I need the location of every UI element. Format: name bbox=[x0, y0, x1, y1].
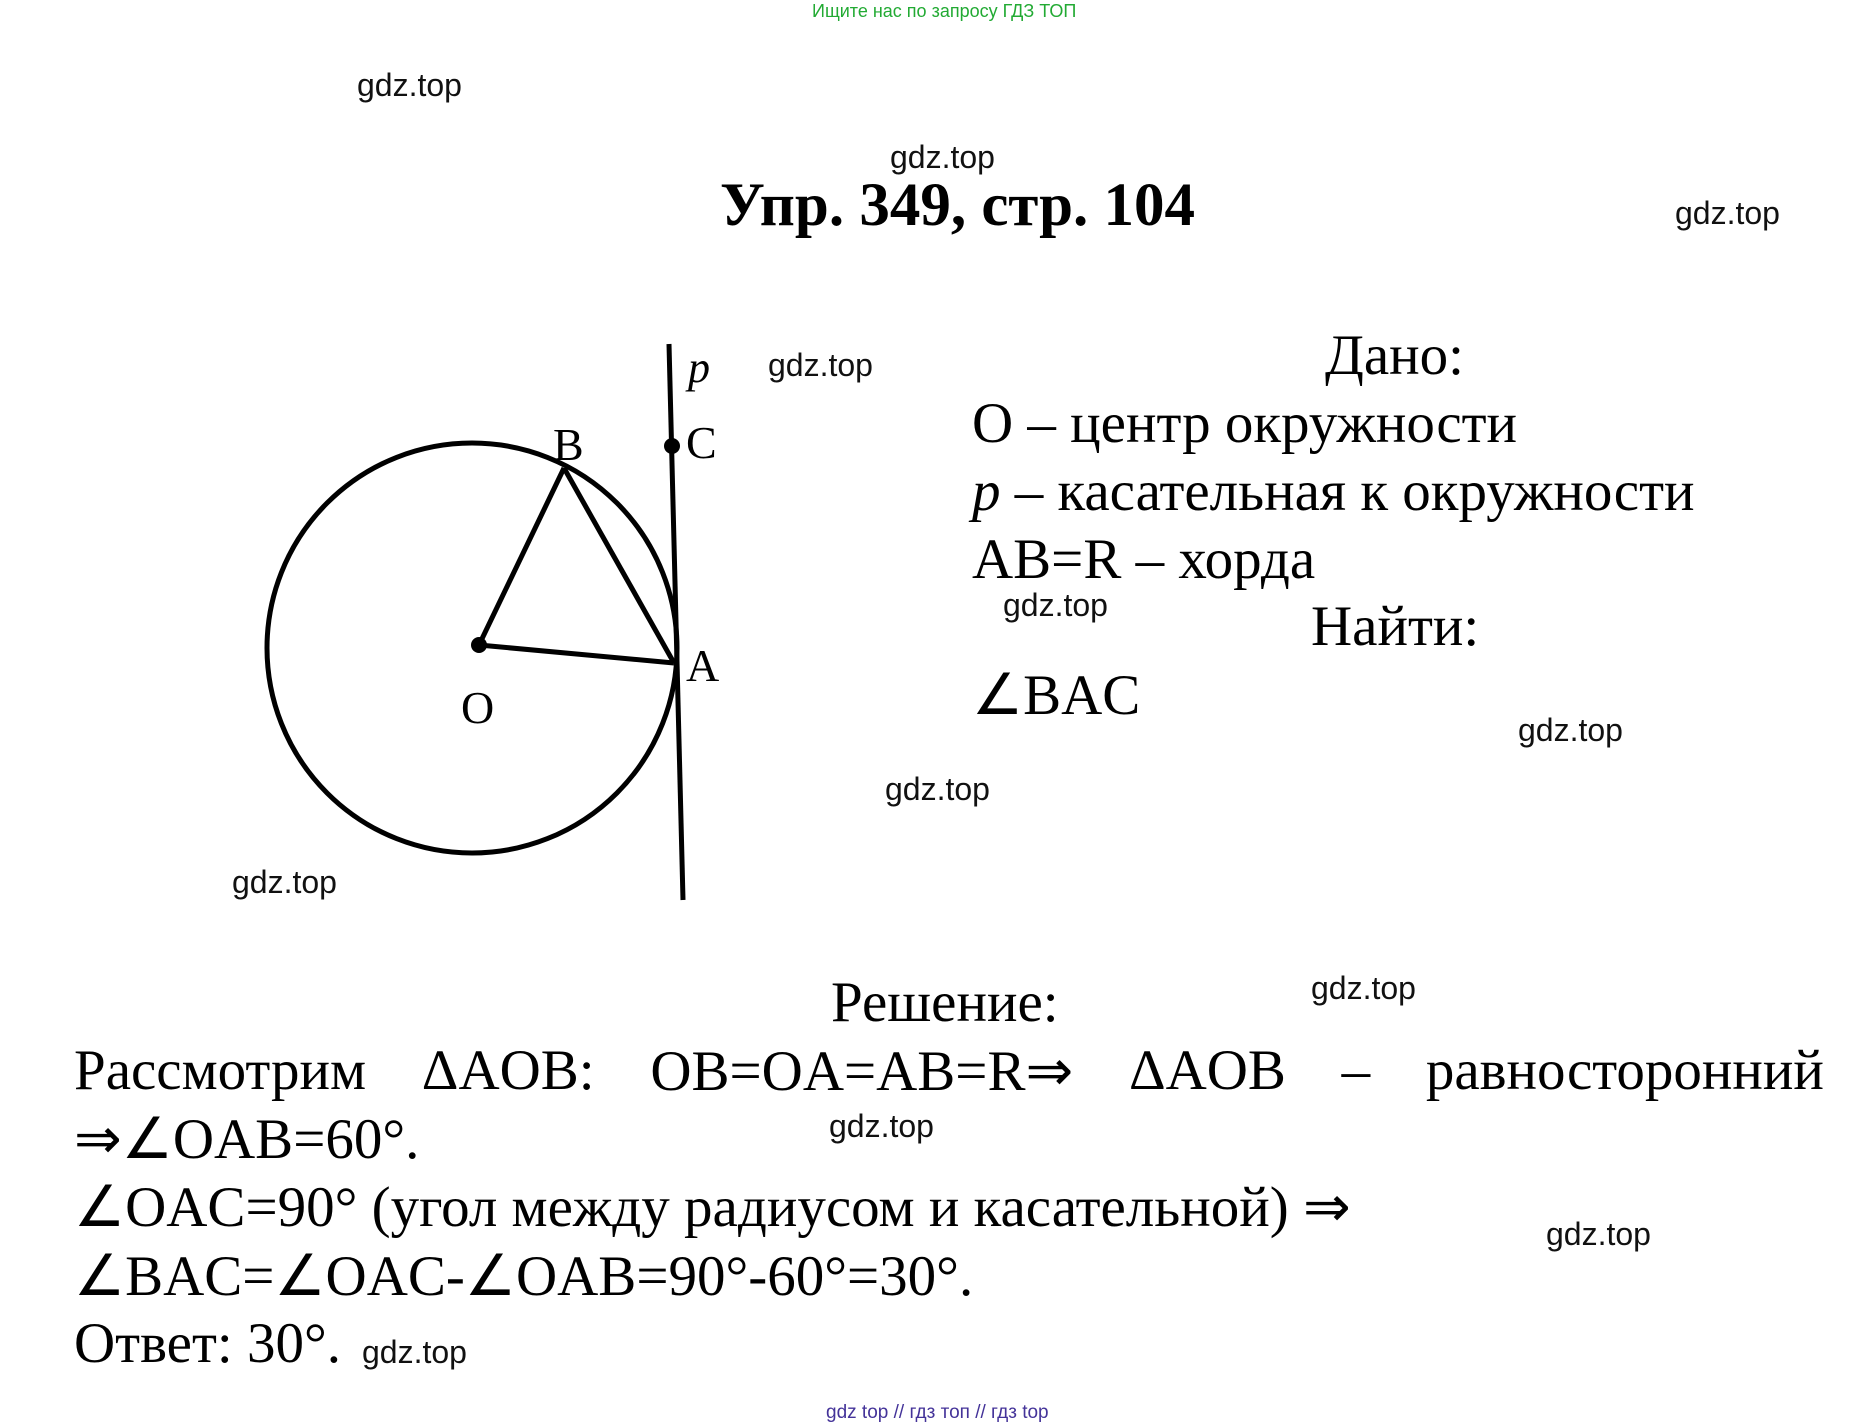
label-p: p bbox=[688, 343, 710, 392]
watermark: gdz.top bbox=[890, 139, 995, 175]
given-line-2-text: – касательная к окружности bbox=[1000, 460, 1695, 523]
geometry-figure bbox=[250, 330, 770, 910]
watermark: gdz.top bbox=[1003, 587, 1108, 623]
solution-line-3: ∠OAC=90° (угол между радиусом и касательной) ⇒ bbox=[74, 1176, 1351, 1239]
find-line-1: ∠BAC bbox=[972, 664, 1141, 727]
solution-heading: Решение: bbox=[831, 971, 1059, 1034]
solution-word: ΔAOB: bbox=[421, 1039, 595, 1102]
answer: Ответ: 30°. bbox=[74, 1312, 341, 1375]
label-A: A bbox=[686, 640, 720, 691]
given-heading: Дано: bbox=[1325, 324, 1465, 387]
watermark: gdz.top bbox=[768, 347, 873, 383]
solution-word: равносторонний bbox=[1425, 1039, 1824, 1102]
radius-OA bbox=[479, 645, 674, 663]
watermark: gdz.top bbox=[357, 67, 462, 103]
given-line-3: AB=R – хорда bbox=[972, 528, 1316, 591]
radius-OB bbox=[479, 468, 564, 645]
point-C bbox=[664, 438, 680, 454]
watermark: gdz.top bbox=[1518, 712, 1623, 748]
label-C: C bbox=[686, 417, 717, 468]
given-line-2 bbox=[972, 459, 1695, 524]
tangent-line-p bbox=[669, 344, 683, 900]
watermark: gdz.top bbox=[1546, 1216, 1651, 1252]
point-O bbox=[471, 637, 487, 653]
solution-line-2: ⇒∠OAB=60°. bbox=[74, 1108, 420, 1171]
watermark: gdz.top bbox=[1675, 195, 1780, 231]
solution-word: OB=OA=AB=R⇒ bbox=[650, 1040, 1074, 1103]
watermark: gdz.top bbox=[1311, 970, 1416, 1006]
footer: gdz top // гдз топ // гдз top bbox=[826, 1402, 1049, 1423]
watermark: gdz.top bbox=[885, 771, 990, 807]
given-line-1: O – центр окружности bbox=[972, 392, 1518, 455]
label-O: O bbox=[461, 682, 495, 733]
solution-line-1 bbox=[74, 1038, 1824, 1104]
watermark: gdz.top bbox=[362, 1334, 467, 1370]
solution-word: Рассмотрим bbox=[74, 1039, 367, 1102]
watermark: gdz.top bbox=[232, 864, 337, 900]
solution-word: – bbox=[1341, 1039, 1371, 1102]
solution-line-4: ∠BAC=∠OAC-∠OAB=90°-60°=30°. bbox=[74, 1245, 974, 1308]
find-heading: Найти: bbox=[1311, 595, 1480, 658]
label-B: B bbox=[553, 419, 584, 470]
page-title: Упр. 349, стр. 104 bbox=[720, 172, 1196, 239]
watermark: gdz.top bbox=[829, 1108, 934, 1144]
solution-word: ΔAOB bbox=[1128, 1039, 1286, 1102]
given-line-2-var: p bbox=[972, 460, 1001, 523]
top-banner: Ищите нас по запросу ГДЗ ТОП bbox=[812, 1, 1077, 21]
